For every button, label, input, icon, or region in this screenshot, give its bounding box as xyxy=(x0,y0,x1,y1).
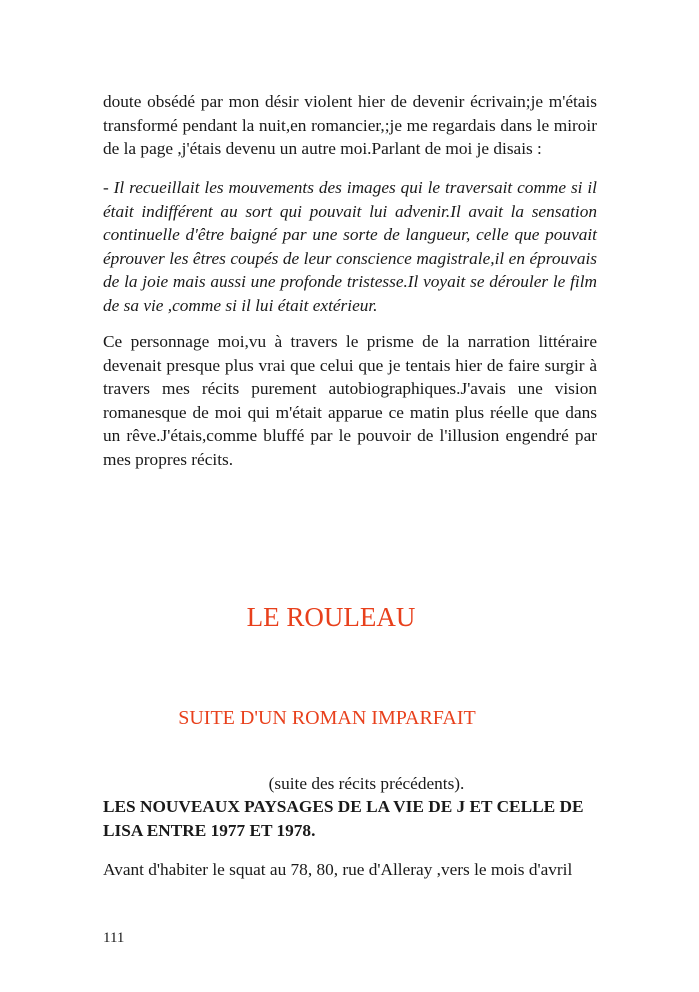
paragraph-reflection: Ce personnage moi,vu à travers le prisme de la narration littéraire devenait presque plus vrai que celui que je tentais hier de faire surgir à travers mes récits purement autobiographiques.J'avais une vision romanesque de moi qui m'était apparue ce matin plus réelle que dans un rêve.J'étais,comme bluffé par le pouvoir de l'illusion engendré par mes propres récits. xyxy=(103,332,597,469)
paragraph-intro: doute obsédé par mon désir violent hier de devenir écrivain;je m'étais transformé pendant la nuit,en romancier,;je me regardais dans le miroir de la page ,j'étais devenu un autre moi.Parlant de moi je disais : xyxy=(103,92,597,158)
chapter-subtitle: SUITE D'UN ROMAN IMPARFAIT xyxy=(178,707,476,729)
chapter-title: LE ROULEAU xyxy=(246,602,416,632)
paragraph-italic-quote: - Il recueillait les mouvements des images qui le traversait comme si il était indifférent au sort qui pouvait lui advenir.Il avait la sensation continuelle d'être baigné par une sorte de langueur, celle que pouvait éprouver les êtres coupés de leur conscience magistrale,il en éprouvais de la joie mais aussi une profonde tristesse.Il voyait se dérouler le film de sa vie ,comme si il lui était extérieur. xyxy=(103,178,597,315)
page-number: 111 xyxy=(103,930,125,946)
paragraph-closing: Avant d'habiter le squat au 78, 80, rue d'Alleray ,vers le mois d'avril xyxy=(103,860,573,879)
section-heading: LES NOUVEAUX PAYSAGES DE LA VIE DE J ET CELLE DE LISA ENTRE 1977 ET 1978. xyxy=(103,797,584,840)
chapter-note: (suite des récits précédents). xyxy=(268,774,465,793)
